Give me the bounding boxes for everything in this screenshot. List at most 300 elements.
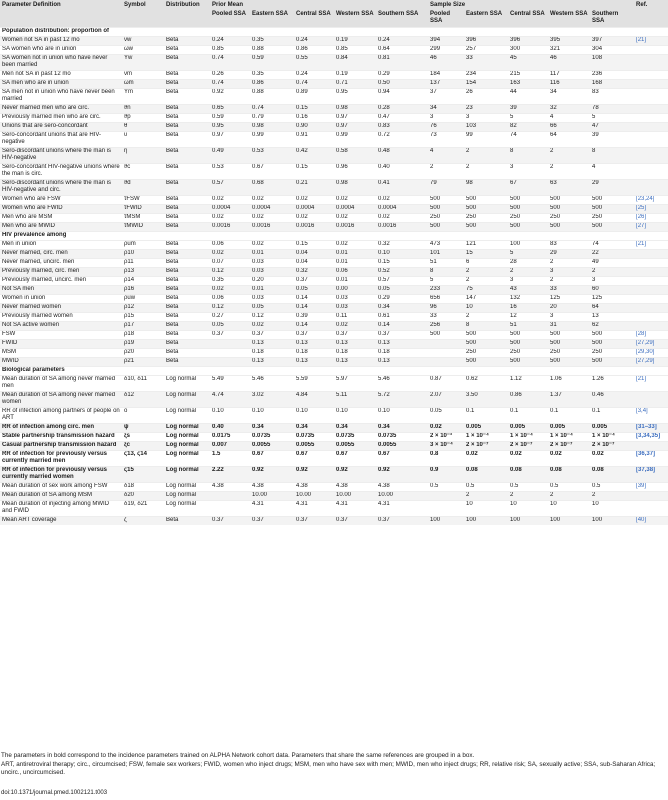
distribution-cell: Beta xyxy=(166,80,179,86)
prior-mean-cell: 4.31 xyxy=(336,501,348,507)
sample-size-cell: 1 × 10⁻⁴ xyxy=(466,433,489,439)
sample-size-cell: 473 xyxy=(430,241,441,247)
reference-link[interactable]: [39] xyxy=(636,483,647,489)
sample-size-cell: 396 xyxy=(466,37,477,43)
prior-mean-cell: 5.49 xyxy=(212,376,224,382)
table-row xyxy=(0,131,668,147)
prior-mean-cell: 1.5 xyxy=(212,451,221,457)
sample-size-cell: 0.1 xyxy=(466,408,475,414)
reference-link[interactable]: [21] xyxy=(636,241,647,247)
sample-size-cell: 500 xyxy=(466,196,477,202)
sample-size-cell: 300 xyxy=(510,46,521,52)
distribution-cell: Log normal xyxy=(166,501,197,507)
table-row xyxy=(0,312,668,321)
prior-mean-cell: 0.37 xyxy=(336,517,348,523)
reference-link[interactable] xyxy=(634,54,668,70)
col-symbol: Symbol xyxy=(122,0,164,10)
prior-mean-cell: 0.15 xyxy=(296,241,308,247)
distribution-cell: Beta xyxy=(166,295,179,301)
distribution-cell: Beta xyxy=(166,180,179,186)
prior-mean-cell: 0.85 xyxy=(336,46,348,52)
prior-mean-cell: 0.32 xyxy=(378,241,390,247)
prior-mean-cell: 0.52 xyxy=(378,268,390,274)
prior-mean-cell: 0.97 xyxy=(336,123,348,129)
reference-link[interactable] xyxy=(634,391,668,407)
sample-size-cell: 500 xyxy=(510,358,521,364)
prior-mean-cell: 0.29 xyxy=(378,295,390,301)
sample-size-cell: 250 xyxy=(592,349,603,355)
parameter-name: Mean ART coverage xyxy=(2,517,57,523)
reference-link[interactable] xyxy=(634,70,668,79)
prior-mean-cell: 0.02 xyxy=(378,214,390,220)
sample-size-cell: 500 xyxy=(466,223,477,229)
sample-size-cell: 500 xyxy=(550,340,561,346)
sample-size-cell: 46 xyxy=(550,55,557,61)
sample-size-cell: 33 xyxy=(550,286,557,292)
reference-link[interactable] xyxy=(634,131,668,147)
symbol-cell: τMSM xyxy=(124,214,141,220)
prior-mean-cell: 0.15 xyxy=(296,164,308,170)
prior-mean-cell: 0.02 xyxy=(336,196,348,202)
prior-mean-cell xyxy=(210,357,250,366)
sample-size-cell: 656 xyxy=(430,295,441,301)
sample-size-cell: 20 xyxy=(550,304,557,310)
prior-mean-cell: 0.04 xyxy=(296,250,308,256)
sample-size-cell: 321 xyxy=(550,46,561,52)
reference-link[interactable]: [3,4] xyxy=(636,408,648,414)
prior-mean-cell: 0.05 xyxy=(378,286,390,292)
parameter-name: SA men who are in union xyxy=(2,80,69,86)
sample-size-cell: 257 xyxy=(466,46,477,52)
reference-link[interactable] xyxy=(634,441,668,450)
symbol-cell: ο xyxy=(124,408,128,414)
symbol-cell: θ xyxy=(124,123,128,129)
symbol-cell: ωm xyxy=(124,80,134,86)
table-row xyxy=(0,294,668,303)
prior-mean-cell: 0.14 xyxy=(296,295,308,301)
sample-size-cell: 4 xyxy=(550,114,554,120)
prior-mean-cell: 0.0175 xyxy=(212,433,231,439)
prior-mean-cell: 0.11 xyxy=(336,313,348,319)
prior-mean-cell: 0.94 xyxy=(378,89,390,95)
distribution-cell: Beta xyxy=(166,71,179,77)
table-row xyxy=(0,375,668,391)
distribution-cell: Beta xyxy=(166,349,179,355)
table-row xyxy=(0,500,668,516)
prior-mean-cell: 0.37 xyxy=(296,517,308,523)
reference-link[interactable]: [36,37] xyxy=(636,451,656,457)
reference-link[interactable] xyxy=(634,45,668,54)
reference-link[interactable] xyxy=(634,122,668,131)
sample-size-cell: 0.62 xyxy=(466,376,478,382)
prior-mean-cell: 3.02 xyxy=(252,392,264,398)
prior-mean-cell: 0.61 xyxy=(378,313,390,319)
sample-size-cell: 236 xyxy=(592,71,603,77)
sample-size-cell: 73 xyxy=(430,132,437,138)
parameter-name: Women who are FSW xyxy=(2,196,61,202)
sample-size-cell: 121 xyxy=(466,241,477,247)
sample-size-cell: 395 xyxy=(550,37,561,43)
prior-mean-cell: 0.18 xyxy=(378,349,390,355)
sample-size-cell: 5 xyxy=(430,277,434,283)
section-row xyxy=(0,366,668,375)
sample-size-cell: 0.1 xyxy=(592,408,601,414)
sample-size-cell: 1 × 10⁻⁴ xyxy=(510,433,533,439)
reference-link[interactable] xyxy=(634,267,668,276)
prior-mean-cell: 0.01 xyxy=(336,250,348,256)
prior-mean-cell: 0.84 xyxy=(336,55,348,61)
prior-mean-cell: 0.26 xyxy=(212,71,224,77)
table-row xyxy=(0,276,668,285)
region-header: Pooled SSA xyxy=(428,10,464,27)
reference-link[interactable]: [29,30] xyxy=(636,349,655,355)
symbol-cell: δ18 xyxy=(124,483,135,489)
prior-mean-cell: 0.0016 xyxy=(252,223,271,229)
sample-size-cell: 500 xyxy=(550,205,561,211)
table-row xyxy=(0,45,668,54)
prior-mean-cell: 0.34 xyxy=(336,424,348,430)
prior-mean-cell: 0.02 xyxy=(212,250,224,256)
sample-size-cell: 2 × 10⁻⁷ xyxy=(550,442,573,448)
sample-size-cell: 0.02 xyxy=(430,424,442,430)
prior-mean-cell: 0.79 xyxy=(252,114,264,120)
reference-link[interactable] xyxy=(634,312,668,321)
sample-size-cell: 500 xyxy=(510,331,521,337)
sample-size-cell: 1.06 xyxy=(550,376,562,382)
distribution-cell: Log normal xyxy=(166,451,199,457)
sample-size-cell: 2 xyxy=(592,268,596,274)
sample-size-cell: 2 xyxy=(550,259,554,265)
region-header: Central SSA xyxy=(294,10,334,27)
prior-mean-cell: 0.06 xyxy=(212,241,224,247)
prior-mean-cell: 0.10 xyxy=(378,250,390,256)
sample-size-cell: 62 xyxy=(592,322,599,328)
prior-mean-cell: 0.07 xyxy=(212,259,224,265)
reference-link[interactable]: [27,29] xyxy=(636,340,655,346)
prior-mean-cell xyxy=(210,500,250,516)
prior-mean-cell: 0.03 xyxy=(252,268,264,274)
sample-size-cell: 2 xyxy=(550,492,554,498)
prior-mean-cell: 0.98 xyxy=(252,123,264,129)
reference-link[interactable] xyxy=(634,303,668,312)
prior-mean-cell: 0.13 xyxy=(296,358,308,364)
prior-mean-cell: 0.29 xyxy=(378,71,390,77)
reference-link[interactable]: [26] xyxy=(636,214,647,220)
prior-mean-cell: 0.71 xyxy=(336,80,348,86)
sample-size-cell: 3 xyxy=(466,114,470,120)
reference-link[interactable] xyxy=(634,147,668,163)
prior-mean-cell: 0.04 xyxy=(296,259,308,265)
sample-size-cell: 2 xyxy=(430,164,434,170)
reference-link[interactable]: [31–33] xyxy=(636,424,657,430)
reference-link[interactable]: [23,24] xyxy=(636,196,655,202)
region-header: Southern SSA xyxy=(590,10,634,27)
section-label: Population distribution: proportion of xyxy=(2,28,109,34)
reference-link[interactable]: [25] xyxy=(636,205,647,211)
table-row xyxy=(0,267,668,276)
prior-mean-cell: 0.10 xyxy=(252,408,264,414)
sample-size-cell: 233 xyxy=(430,286,441,292)
distribution-cell: Log normal xyxy=(166,408,197,414)
reference-link[interactable]: [40] xyxy=(636,517,647,523)
symbol-cell: ϑd xyxy=(124,180,131,186)
sample-size-cell: 3 xyxy=(430,114,434,120)
prior-mean-cell: 0.0004 xyxy=(336,205,355,211)
reference-link[interactable]: [28] xyxy=(636,331,647,337)
prior-mean-cell: 0.02 xyxy=(252,241,264,247)
sample-size-cell: 0.005 xyxy=(510,424,526,430)
sample-size-cell: 67 xyxy=(510,180,517,186)
reference-link[interactable] xyxy=(634,321,668,330)
distribution-cell: Beta xyxy=(166,358,179,364)
prior-mean-cell: 0.34 xyxy=(296,424,308,430)
table-row xyxy=(0,122,668,131)
sample-size-cell: 4 xyxy=(592,164,596,170)
sample-size-cell: 2 xyxy=(466,148,470,154)
doi-label: doi:10.1371/journal.pmed.1002121.t003 xyxy=(1,790,108,796)
region-header: Central SSA xyxy=(508,10,548,27)
sample-size-cell: 82 xyxy=(510,123,517,129)
prior-mean-cell: 0.03 xyxy=(336,295,348,301)
reference-link[interactable]: [3,34,35] xyxy=(636,433,661,439)
sample-size-cell: 49 xyxy=(592,259,599,265)
distribution-cell: Log normal xyxy=(166,376,197,382)
distribution-cell: Beta xyxy=(166,322,179,328)
prior-mean-cell: 0.35 xyxy=(212,277,224,283)
table-row xyxy=(0,491,668,500)
prior-mean-cell: 0.67 xyxy=(378,451,390,457)
parameter-name: RR of infection for previously versus currently married men xyxy=(2,451,108,464)
prior-mean-cell: 0.0016 xyxy=(378,223,397,229)
table-row xyxy=(0,482,668,491)
reference-link[interactable] xyxy=(634,163,668,179)
sample-size-cell: 2 × 10⁻⁷ xyxy=(592,442,615,448)
prior-mean-cell: 4.38 xyxy=(212,483,224,489)
sample-size-cell: 74 xyxy=(592,241,599,247)
parameter-name: Men not SA in past 12 mo xyxy=(2,71,71,77)
sample-size-cell: 2 xyxy=(466,492,470,498)
sample-size-cell: 2 xyxy=(466,277,470,283)
distribution-cell: Beta xyxy=(166,259,179,265)
reference-link[interactable] xyxy=(634,285,668,294)
reference-link[interactable]: [27] xyxy=(636,223,647,229)
prior-mean-cell: 0.37 xyxy=(296,277,308,283)
distribution-cell: Beta xyxy=(166,223,179,229)
sample-size-cell: 125 xyxy=(592,295,603,301)
sample-size-cell: 100 xyxy=(510,241,521,247)
footnote: The parameters in bold correspond to the incidence parameters trained on ALPHA Network cohort data. Parameters that share the same references are grouped in a box. xyxy=(1,752,475,759)
sample-size-cell: 3 xyxy=(550,268,554,274)
prior-mean-cell: 4.38 xyxy=(336,483,348,489)
distribution-cell: Beta xyxy=(166,286,179,292)
prior-mean-cell: 0.40 xyxy=(378,164,390,170)
parameter-name: MWID xyxy=(2,358,19,364)
symbol-cell: ρ15 xyxy=(124,313,135,319)
parameter-name: Mean duration of sex work among FSW xyxy=(2,483,108,489)
prior-mean-cell: 0.27 xyxy=(212,313,224,319)
reference-link[interactable] xyxy=(634,88,668,104)
sample-size-cell: 34 xyxy=(430,105,437,111)
prior-mean-cell: 0.35 xyxy=(252,37,264,43)
distribution-cell: Beta xyxy=(166,132,179,138)
prior-mean-cell: 0.67 xyxy=(252,451,264,457)
sample-size-cell: 64 xyxy=(592,304,599,310)
prior-mean-cell: 0.02 xyxy=(336,322,348,328)
sample-size-cell: 163 xyxy=(510,80,521,86)
symbol-cell: ζ xyxy=(124,517,127,523)
reference-link[interactable]: [27,29] xyxy=(636,358,655,364)
prior-mean-cell: 0.05 xyxy=(252,304,264,310)
parameter-name: Never married, circ. men xyxy=(2,250,68,256)
prior-mean-cell: 0.13 xyxy=(252,358,264,364)
symbol-cell: δ12 xyxy=(124,392,135,398)
parameter-name: RR of infection among partners of people on ART xyxy=(2,408,120,421)
reference-link[interactable] xyxy=(634,179,668,195)
prior-mean-cell: 5.97 xyxy=(336,376,348,382)
distribution-cell: Log normal xyxy=(166,424,199,430)
prior-mean-cell: 0.53 xyxy=(252,148,264,154)
sample-size-cell: 0.02 xyxy=(550,451,562,457)
symbol-cell: νm xyxy=(124,71,132,77)
prior-mean-cell: 0.85 xyxy=(212,46,224,52)
sample-size-cell: 29 xyxy=(550,250,557,256)
prior-mean-cell: 4.38 xyxy=(252,483,264,489)
prior-mean-cell: 0.37 xyxy=(296,331,308,337)
distribution-cell: Beta xyxy=(166,123,179,129)
reference-link[interactable] xyxy=(634,249,668,258)
sample-size-cell: 0.08 xyxy=(550,467,562,473)
prior-mean-cell: 0.67 xyxy=(336,451,348,457)
prior-mean-cell: 0.21 xyxy=(296,180,308,186)
prior-mean-cell: 0.05 xyxy=(296,286,308,292)
sample-size-cell: 96 xyxy=(430,304,437,310)
table-row xyxy=(0,204,668,213)
prior-mean-cell: 0.14 xyxy=(378,322,390,328)
prior-mean-cell: 0.37 xyxy=(252,331,264,337)
sample-size-cell: 500 xyxy=(550,196,561,202)
sample-size-cell: 500 xyxy=(510,340,521,346)
table-row xyxy=(0,179,668,195)
sample-size-cell: 396 xyxy=(510,37,521,43)
prior-mean-cell: 0.0004 xyxy=(296,205,315,211)
sample-size-cell: 116 xyxy=(550,80,560,86)
col-ref: Ref. xyxy=(634,0,668,10)
section-label: HIV prevalence among xyxy=(2,232,67,238)
sample-size-cell: 103 xyxy=(466,123,477,129)
sample-size-cell: 0.05 xyxy=(430,408,442,414)
distribution-cell: Beta xyxy=(166,55,179,61)
prior-mean-cell: 0.37 xyxy=(378,331,390,337)
parameter-name: RR of infection for previously versus currently married women xyxy=(2,467,108,480)
distribution-cell: Beta xyxy=(166,46,179,52)
parameter-name: Women who are FWID xyxy=(2,205,63,211)
sample-size-cell: 2 xyxy=(510,492,514,498)
reference-link[interactable] xyxy=(634,104,668,113)
table-row xyxy=(0,285,668,294)
table-row xyxy=(0,113,668,122)
sample-size-cell: 0.5 xyxy=(430,483,439,489)
reference-link[interactable] xyxy=(634,294,668,303)
sample-size-cell: 132 xyxy=(510,295,521,301)
prior-mean-cell: 0.13 xyxy=(336,358,348,364)
reference-link[interactable] xyxy=(634,79,668,88)
parameter-name: FSW xyxy=(2,331,16,337)
prior-mean-cell: 0.02 xyxy=(212,286,224,292)
prior-mean-cell: 0.02 xyxy=(296,196,308,202)
prior-mean-cell: 0.74 xyxy=(252,105,264,111)
sample-size-cell: 304 xyxy=(592,46,603,52)
prior-mean-cell: 0.24 xyxy=(296,37,308,43)
prior-mean-cell: 0.57 xyxy=(378,277,390,283)
prior-mean-cell: 0.74 xyxy=(212,55,224,61)
sample-size-cell: 168 xyxy=(592,80,603,86)
prior-mean-cell: 10.00 xyxy=(378,492,394,498)
prior-mean-cell: 0.92 xyxy=(296,467,308,473)
distribution-cell: Beta xyxy=(166,340,179,346)
footnote: ART, antiretroviral therapy; circ., circumcised; FSW, female sex workers; FWID, women who inject drugs; MSM, men who have sex with men; MWID, men who inject drugs; RR, relative risk; SA, sexually active; SSA, sub-Saharan Africa; uncirc., uncircumcised. xyxy=(1,761,656,776)
sample-size-cell: 0.02 xyxy=(510,451,522,457)
prior-mean-cell: 0.90 xyxy=(296,123,308,129)
sample-size-cell: 79 xyxy=(430,180,437,186)
prior-mean-cell: 0.14 xyxy=(296,304,308,310)
prior-mean-cell: 0.50 xyxy=(378,80,390,86)
table-row xyxy=(0,79,668,88)
sample-size-cell: 0.08 xyxy=(510,467,522,473)
reference-link[interactable] xyxy=(634,491,668,500)
sample-size-cell: 500 xyxy=(592,340,603,346)
sample-size-cell: 5 xyxy=(592,114,596,120)
reference-link[interactable]: [21] xyxy=(636,376,647,382)
prior-mean-cell: 0.42 xyxy=(296,148,308,154)
table-row xyxy=(0,147,668,163)
distribution-cell: Log normal xyxy=(166,467,199,473)
prior-mean-cell: 0.96 xyxy=(336,164,348,170)
reference-link[interactable] xyxy=(634,113,668,122)
table-row xyxy=(0,70,668,79)
prior-mean-cell: 0.49 xyxy=(212,148,224,154)
sample-size-cell: 250 xyxy=(592,214,603,220)
prior-mean-cell: 0.0735 xyxy=(252,433,271,439)
reference-link[interactable]: [21] xyxy=(636,37,647,43)
sample-size-cell: 43 xyxy=(510,286,517,292)
sample-size-cell: 46 xyxy=(430,55,437,61)
sample-size-cell: 51 xyxy=(430,259,437,265)
prior-mean-cell: 0.83 xyxy=(378,123,390,129)
parameter-name: RR of infection among circ. men xyxy=(2,424,95,430)
table-body xyxy=(0,27,668,525)
header-row-1 xyxy=(0,0,668,10)
prior-mean-cell: 0.18 xyxy=(252,349,264,355)
reference-link[interactable]: [37,38] xyxy=(636,467,656,473)
symbol-cell: ς15 xyxy=(124,467,134,473)
table-row xyxy=(0,222,668,231)
sample-size-cell: 0.86 xyxy=(510,392,522,398)
reference-link[interactable] xyxy=(634,276,668,285)
prior-mean-cell: 0.05 xyxy=(212,322,224,328)
sample-size-cell: 0.5 xyxy=(592,483,601,489)
table-row xyxy=(0,423,668,432)
prior-mean-cell: 0.97 xyxy=(212,132,224,138)
prior-mean-cell: 0.58 xyxy=(336,148,348,154)
sample-size-cell: 100 xyxy=(510,517,521,523)
prior-mean-cell: 0.92 xyxy=(212,89,224,95)
distribution-cell: Beta xyxy=(166,277,179,283)
sample-size-cell: 147 xyxy=(466,295,477,301)
reference-link[interactable] xyxy=(634,500,668,516)
reference-link[interactable] xyxy=(634,258,668,267)
prior-mean-cell: 0.19 xyxy=(336,71,348,77)
prior-mean-cell: 0.89 xyxy=(296,89,308,95)
